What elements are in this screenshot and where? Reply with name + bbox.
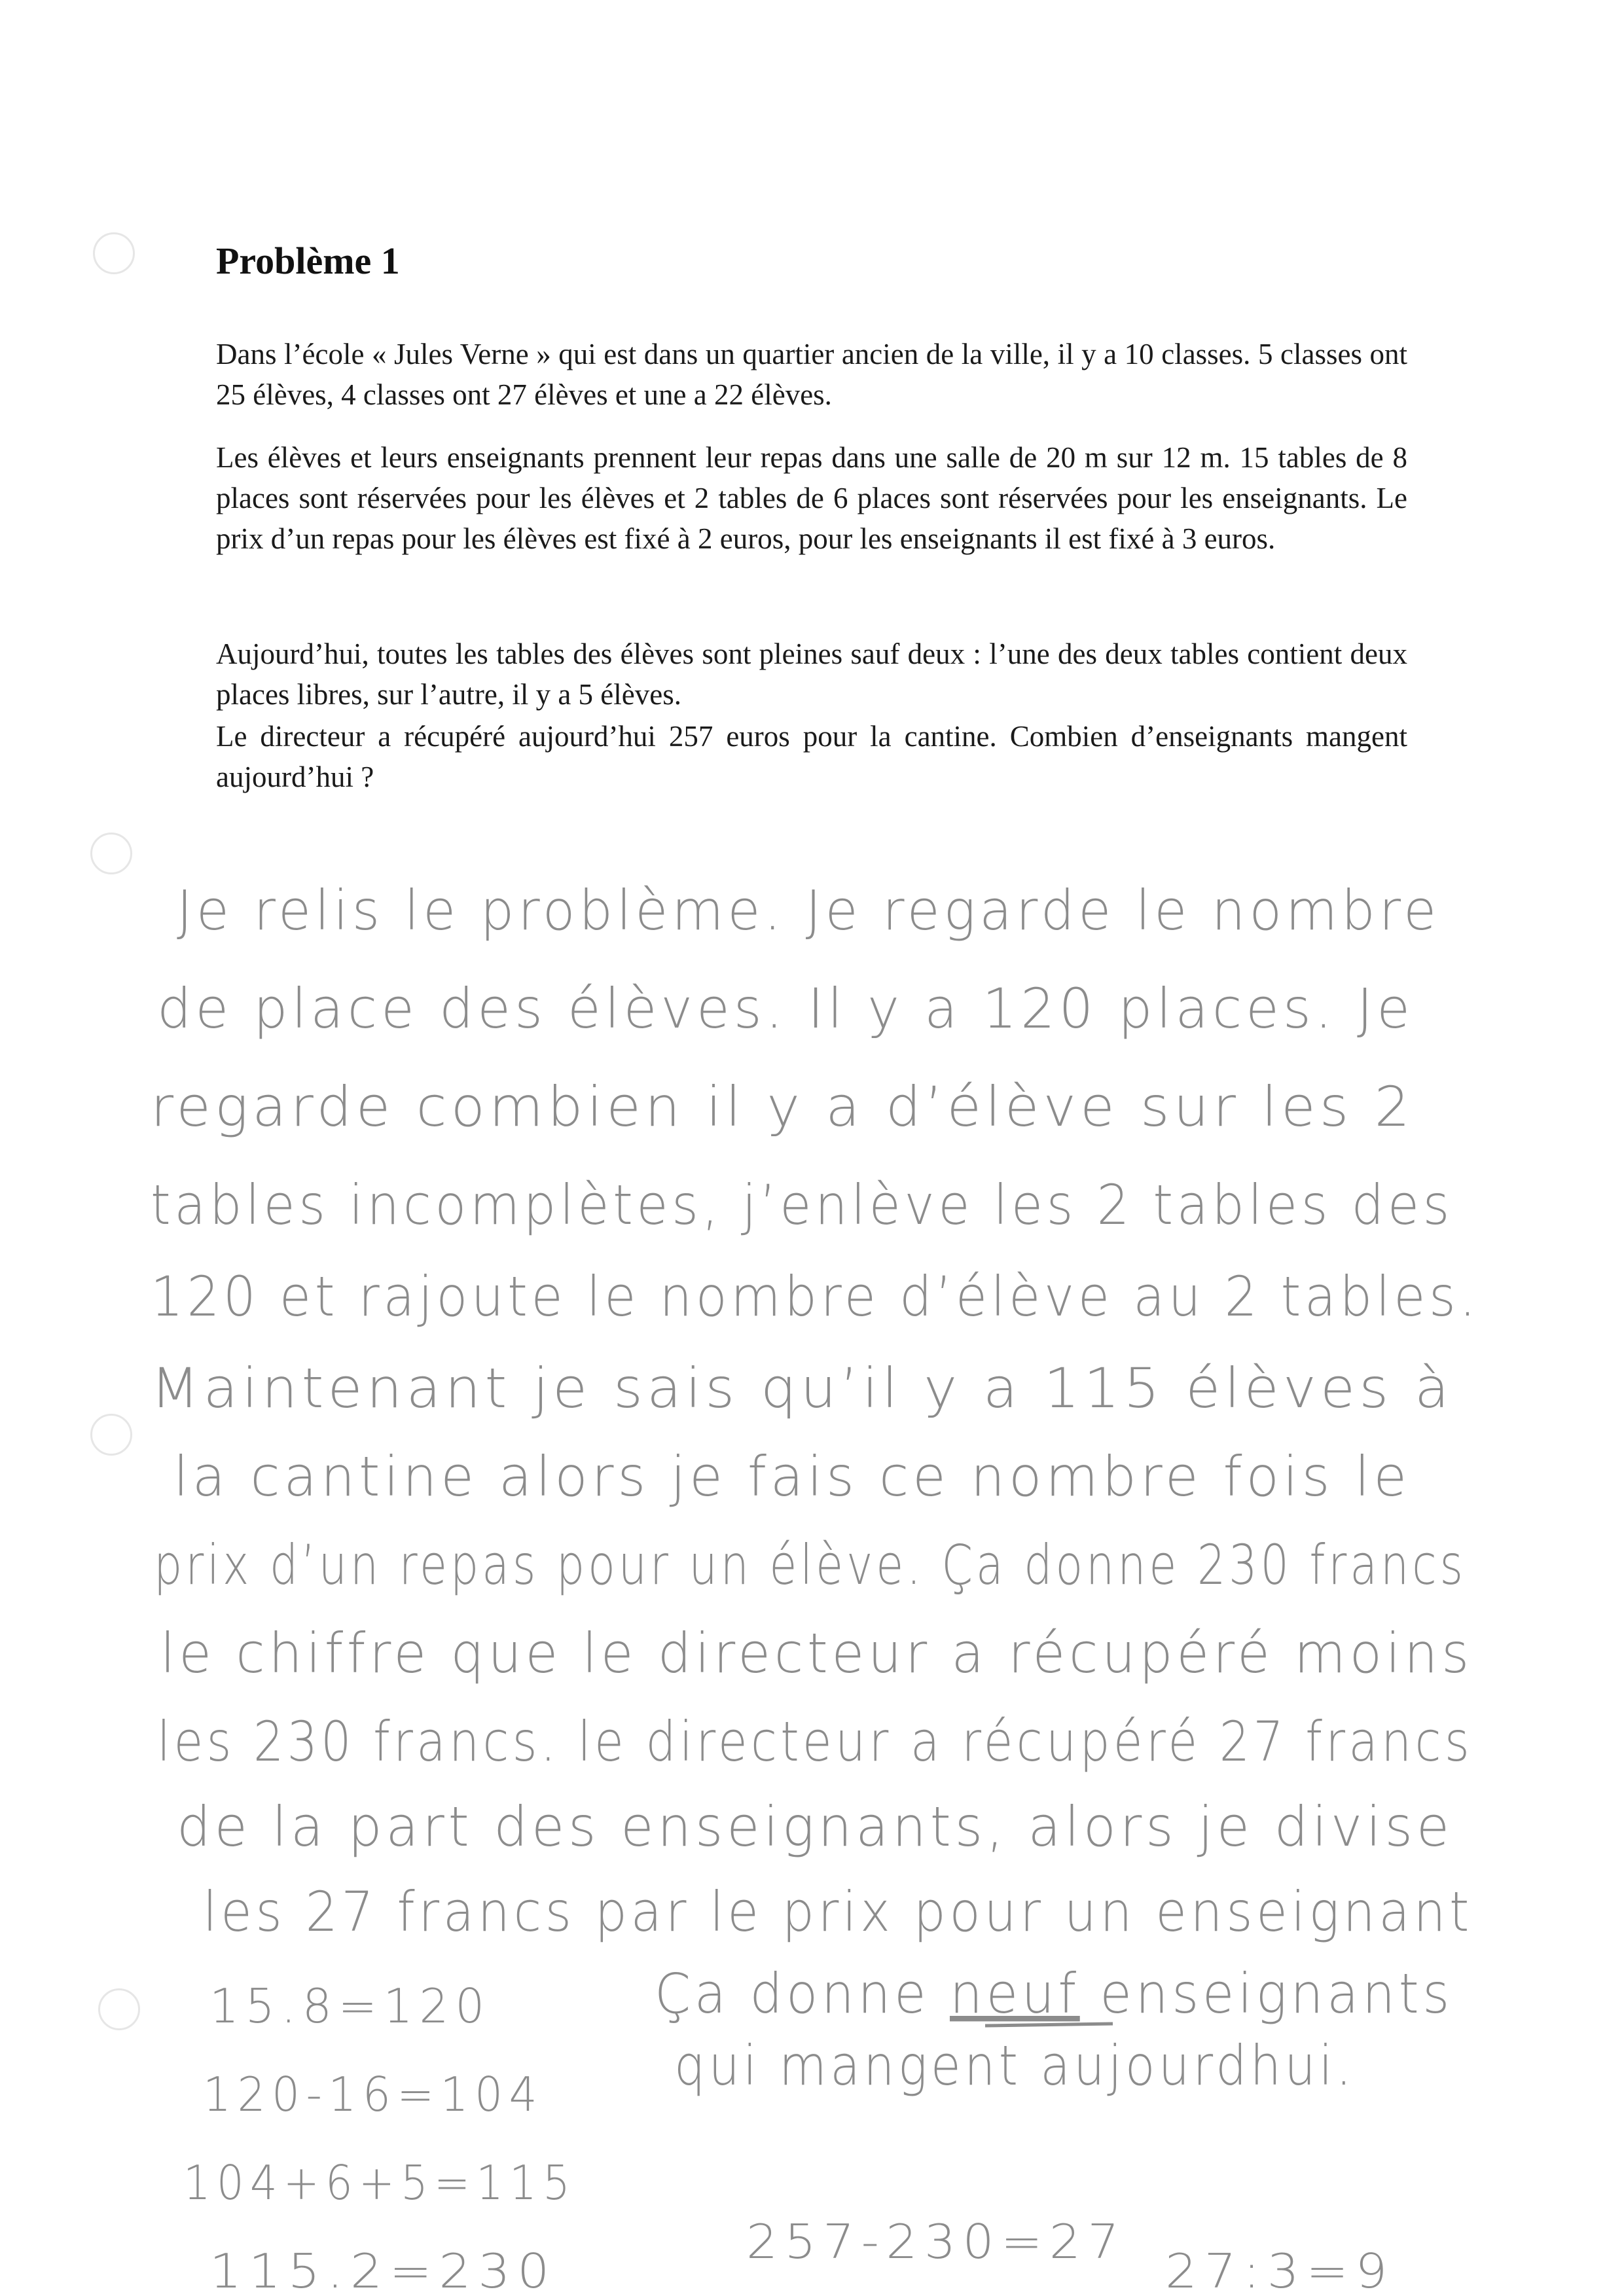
neuf-underlined-word: neuf [949, 1962, 1089, 2026]
calc-5: 257-230=27 [746, 2214, 1126, 2269]
hand-line-13 [655, 1962, 1478, 2026]
hand-line-2: de place des élèves. Il y a 120 places. Je [157, 977, 1414, 1041]
hand-line-14: qui mangent aujourdhui. [674, 2034, 1355, 2098]
problem-title: Problème 1 [216, 240, 400, 282]
hand-line-3: regarde combien il y a d’élève sur les 2 [151, 1075, 1414, 1139]
hand-line-6: Maintenant je sais qu’il y a 115 élèves à [151, 1356, 1453, 1420]
calc-6: 27:3=9 [1165, 2244, 1394, 2296]
hand-line-13-end: enseignants [1079, 1962, 1478, 2026]
hand-line-12: les 27 francs par le prix pour un enseignant [203, 1880, 1473, 1944]
problem-paragraph-3: Aujourd’hui, toutes les tables des élèves sont pleines sauf deux : l’une des deux tables contient deux places libres, sur l’autre, il y a 5 élèves. [216, 637, 1407, 711]
calc-4: 115.2=230 [209, 2244, 556, 2296]
problem-paragraph-1: Dans l’école « Jules Verne » qui est dans un quartier ancien de la ville, il y a 10 classes. 5 classes ont 25 élèves, 4 classes ont 27 élèves et une a 22 élèves. [216, 338, 1407, 411]
hand-line-5: 120 et rajoute le nombre d’élève au 2 tables. [151, 1265, 1479, 1329]
problem-paragraph-2: Les élèves et leurs enseignants prennent leur repas dans une salle de 20 m sur 12 m. 15 tables de 8 places sont réservées pour les élèves et 2 tables de 6 places sont réservées pour les enseignants. Le prix d’un repas pour les élèves est fixé à 2 euros, pour les enseignants il est fixé à 3 euros. [216, 441, 1407, 555]
calc-2: 120-16=104 [203, 2067, 543, 2122]
hand-line-1: Je relis le problème. Je regarde le nombre [177, 878, 1440, 942]
hand-line-13-start: Ça donne [655, 1962, 969, 2026]
hand-line-7: la cantine alors je fais ce nombre fois le [173, 1444, 1411, 1509]
hand-line-4: tables incomplètes, j’enlève les 2 tables des [151, 1173, 1453, 1237]
calc-3: 104+6+5=115 [183, 2155, 576, 2210]
problem-paragraph-4: Le directeur a récupéré aujourd’hui 257 euros pour la cantine. Combien d’enseignants mangent aujourd’hui ? [216, 720, 1407, 793]
calc-1: 15.8=120 [209, 1979, 491, 2034]
hand-line-10: les 230 francs. le directeur a récupéré 27 francs [157, 1710, 1473, 1774]
hand-line-11: de la part des enseignants, alors je divise [177, 1795, 1453, 1859]
neuf-underline [985, 2024, 1113, 2026]
hand-line-8: prix d’un repas pour un élève. Ça donne 230 francs [154, 1533, 1466, 1597]
hand-line-9: le chiffre que le directeur a récupéré moins [160, 1621, 1473, 1685]
